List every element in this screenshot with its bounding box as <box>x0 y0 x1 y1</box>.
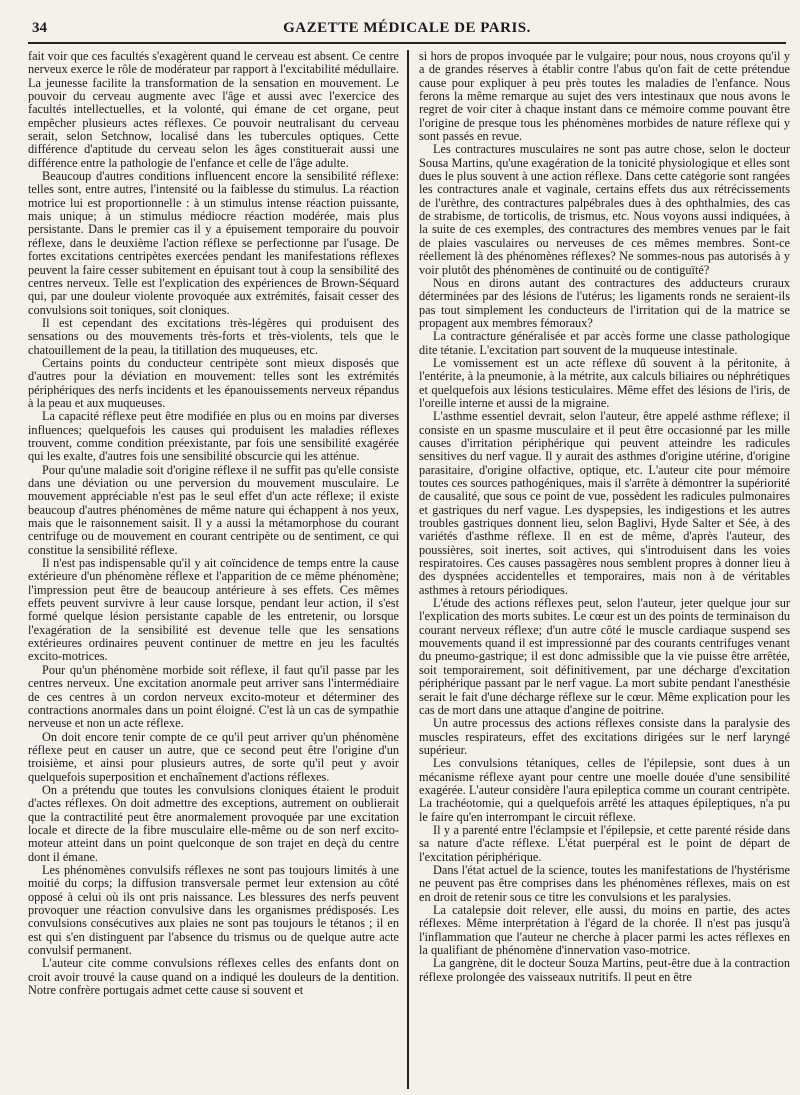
paragraph: si hors de propos invoquée par le vulgaire; pour nous, nous croyons qu'il y a de grandes réserves à établir contre l'abus qu'on fait de cette prétendue cause pour expliquer à peu près toutes les maladies de l'enfance. Nous ferons la même remarque au sujet des vers intestinaux que nous avons le regret de voir citer à chaque instant dans ce mémoire comme pouvant être l'origine de presque tous les phénomènes morbides de nature réflexe qui y sont passés en revue. <box>419 50 790 144</box>
paragraph: Dans l'état actuel de la science, toutes les manifestations de l'hystérisme ne peuvent pas être comprises dans les phénomènes réflexes, mais on est en droit de retenir sous ce titre les convulsions et les paralysies. <box>419 862 790 904</box>
paragraph: Les contractures musculaires ne sont pas autre chose, selon le docteur Sousa Martins, qu'une exagération de la tonicité physiologique et elles sont dues le plus souvent à une action réflexe. Dans cette catégorie sont rangées les contractures anale et vaginale, certains effets dus aux rétrécissements de l'urèthre, des contractures palpébrales dues à des ophthalmies, des cas de strabisme, de torticolis, de trismus, etc. Nous voyons aussi indiquées, à la suite de ces exemples, des contractures des membres venues par le fait de plaies vasculaires ou nerveuses de ces mêmes membres. Sont-ce réellement là des phénomènes réflexes? Ne sommes-nous pas autorisés à y voir plutôt des phénomènes de continuité ou de contiguïté? <box>419 142 790 277</box>
paragraph: Un autre processus des actions réflexes consiste dans la paralysie des muscles respirateurs, effet des excitations dirigées sur le nerf laryngé supérieur. <box>419 716 790 757</box>
paragraph: Les convulsions tétaniques, celles de l'épilepsie, sont dues à un mécanisme réflexe ayant pour centre une moelle douée d'une sensibilité exagérée. L'auteur considère l'aura epileptica comme un courant centripète. La trachéotomie, qui a quelquefois arrêté les attaques épileptiques, n'a pu le faire qu'en interrompant le circuit réflexe. <box>419 756 790 824</box>
paragraph: On a prétendu que toutes les convulsions cloniques étaient le produit d'actes réflexes. On doit admettre des exceptions, autrement on oublierait que la contractilité peut être anormalement provoquée par une excitation locale et directe de la fibre musculaire elle-même ou de son nerf excito-moteur atteint dans un point quelconque de son trajet en deçà du centre dont il émane. <box>28 782 399 864</box>
paragraph: Il y a parenté entre l'éclampsie et l'épilepsie, et cette parenté réside dans sa nature d'acte réflexe. L'état puerpéral est le point de départ de l'excitation périphérique. <box>419 822 790 864</box>
paragraph: Le vomissement est un acte réflexe dû souvent à la péritonite, à l'entérite, à la pneumonie, à la métrite, aux calculs biliaires ou néphrétiques et quelquefois aux lésions testiculaires. Même effet des lésions de l'iris, de l'oreille interne et aussi de la migraine. <box>419 355 790 410</box>
paragraph: Il n'est pas indispensable qu'il y ait coïncidence de temps entre la cause extérieure d'un phénomène réflexe et l'apparition de ce même phénomène; l'impression peut être de beaucoup antérieure à ses effets. Ces mêmes effets peuvent survivre à leur cause lorsque, pendant leur action, il s'est formé quelque lésion persistante capable de les entretenir, ou lorsque l'exagération de la sensibilité est devenue telle que les sensations extérieures ordinaires peuvent continuer de mettre en jeu les facultés excito-motrices. <box>28 556 399 664</box>
paragraph: L'asthme essentiel devrait, selon l'auteur, être appelé asthme réflexe; il consiste en un spasme musculaire et il peut être occasionné par les mille causes d'irritation périphérique qui peuvent atteindre les radicules sensitives du nerf vague. Il y aurait des asthmes d'origine utérine, d'origine parasitaire, d'origine olfactive, optique, etc. L'auteur cite pour mémoire toutes ces sources pathogéniques, mais il s'arrête à démontrer la supériorité de causalité, que sous ce point de vue, possèdent les radicules pulmonaires et gastriques du nerf vague. Les dyspepsies, les indigestions et les autres troubles gastriques donnent lieu, selon Baglivi, Hyde Salter et Sée, à des variétés d'asthme réflexe. Il en est de même, d'après l'auteur, des poussières, soit inertes, soit actives, qui s'introduisent dans les voies respiratoires. Ces causes passagères nous semblent propres à donner lieu à des dyspnées accidentelles et temporaires, mais non à de véritables asthmes à retours périodiques. <box>419 409 790 597</box>
page-number: 34 <box>32 20 47 36</box>
paragraph: La gangrène, dit le docteur Souza Martins, peut-être due à la contraction réflexe prolongée des vaisseaux nutritifs. Il peut en être <box>419 956 790 984</box>
left-column <box>28 50 409 1089</box>
paragraph: L'auteur cite comme convulsions réflexes celles des enfants dont on croit avoir trouvé la cause quand on a indiqué les douleurs de la dentition. Notre confrère portugais admet cette cause si souvent et <box>28 956 399 998</box>
paragraph: Nous en dirons autant des contractures des adducteurs cruraux déterminées par des lésions de l'utérus; les ligaments ronds ne seraient-ils pas tout simplement les conducteurs de l'irritation qui de la matrice se propagent aux membres fémoraux? <box>419 275 790 330</box>
paragraph: Pour qu'une maladie soit d'origine réflexe il ne suffit pas qu'elle consiste dans une déviation ou une perversion du mouvement musculaire. Le mouvement appréciable n'est pas le seul effet d'un acte réflexe; il existe beaucoup d'autres phénomènes de même nature qui échappent à nos yeux, mais que le raisonnement saisit. Il y a aussi la métamorphose du courant centrifuge ou de mouvement en courant centripète ou de sentiment, ce qui constitue la sensibilité réflexe. <box>28 462 399 557</box>
article-body <box>28 50 790 1089</box>
paragraph: Il est cependant des excitations très-légères qui produisent des sensations ou des mouvements très-forts et très-violents, tels que le chatouillement de la peau, la titillation des muqueuses, etc. <box>28 315 399 357</box>
page-header <box>28 18 786 44</box>
right-column <box>409 50 790 1089</box>
paragraph: fait voir que ces facultés s'exagèrent quand le cerveau est absent. Ce centre nerveux exerce le rôle de modérateur par rapport à l'excitabilité médullaire. La jeunesse facilite la transformation de la sensation en mouvement. Le pouvoir du cerveau augmente avec l'âge et aussi avec l'exercice des facultés intellectuelles, et la volonté, qui émane de cet organe, peut empêcher plusieurs actes réflexes. Ce pouvoir neutralisant du cerveau serait, selon Setchnow, localisé dans les tubercules optiques. Cette différence d'aptitude du cerveau selon les âges constituerait aussi une différence entre la pathologie de l'enfance et celle de l'âge adulte. <box>28 50 399 170</box>
paragraph: La catalepsie doit relever, elle aussi, du moins en partie, des actes réflexes. Même interprétation à l'égard de la chorée. Il n'est pas jusqu'à l'inflammation que l'auteur ne cherche à placer parmi les actes réflexes en la qualifiant de phénomène d'innervation vaso-motrice. <box>419 903 790 958</box>
paragraph: La contracture généralisée et par accès forme une classe pathologique dite tétanie. L'excitation part souvent de la muqueuse intestinale. <box>419 329 790 357</box>
paragraph: Certains points du conducteur centripète sont mieux disposés que d'autres pour la déviation en mouvement: telles sont les extrémités périphériques des nerfs incidents et les épanouissements nerveux répandus à la peau et aux muqueuses. <box>28 355 399 410</box>
journal-title: GAZETTE MÉDICALE DE PARIS. <box>283 20 531 36</box>
paragraph: L'étude des actions réflexes peut, selon l'auteur, jeter quelque jour sur l'explication des morts subites. Le cœur est un des points de terminaison du courant nerveux réflexe; d'un autre côté le muscle cardiaque suspend ses mouvements quand il est impressionné par des courants centrifuges venant du pneumo-gastrique; il est donc admissible que la vie puisse être arrêtée, soit temporairement, soit définitivement, par une décharge d'excitation périphérique passant par le nerf vague. La mort subite pendant l'anesthésie serait le fait d'une décharge réflexe sur le cœur. Même explication pour les cas de mort dans une attaque d'angine de poitrine. <box>419 596 790 717</box>
paragraph: Pour qu'un phénomène morbide soit réflexe, il faut qu'il passe par les centres nerveux. Une excitation anormale peut arriver sans l'intermédiaire de ces centres à un cordon nerveux excito-moteur et déterminer des contractions anormales dans un point éloigné. C'est là un cas de sympathie nerveuse et non un acte réflexe. <box>28 662 399 731</box>
paragraph: Beaucoup d'autres conditions influencent encore la sensibilité réflexe: telles sont, entre autres, l'intensité ou la faiblesse du stimulus. La réaction motrice lui est proportionnelle : à un stimulus intense réaction puissante, mais unique; à un stimulus médiocre réaction modérée, mais plus persistante. Dans le premier cas il y a épuisement temporaire du pouvoir réflexe, dans le deuxième l'action réflexe se perfectionne par l'usage. De fortes excitations centripètes exercées pendant les manifestations réflexes peuvent la faire cesser subitement en épuisant tout à coup la sensibilité des centres nerveux. Telle est l'explication des expériences de Brown-Séquard qui, par une douleur violente provoquée aux extrémités, faisait cesser des convulsions soit toniques, soit cloniques. <box>28 169 399 317</box>
paragraph: Les phénomènes convulsifs réflexes ne sont pas toujours limités à une moitié du corps; la diffusion transversale permet leur extension au côté opposé à celui où ils ont pris naissance. Les blessures des nerfs peuvent provoquer une réaction convulsive dans les organismes prédisposés. Les convulsions consécutives aux plaies ne sont pas toujours le tétanos ; il en est qui s'en distinguent par l'absence du trismus ou de quelque autre acte convulsif permanent. <box>28 862 399 958</box>
paragraph: La capacité réflexe peut être modifiée en plus ou en moins par diverses influences; quelquefois les causes qui produisent les maladies réflexes trouvent, comme condition préexistante, par fois une sensibilité exagérée qui les exalte, d'autres fois une sensibilité obscurcie qui les atténue. <box>28 409 399 464</box>
paragraph: On doit encore tenir compte de ce qu'il peut arriver qu'un phénomène réflexe peut en causer un autre, que ce second peut être l'origine d'un troisième, et ainsi pour plusieurs autres, de sorte qu'il peut y avoir quelquefois superposition et enchaînement d'actions réflexes. <box>28 729 399 784</box>
